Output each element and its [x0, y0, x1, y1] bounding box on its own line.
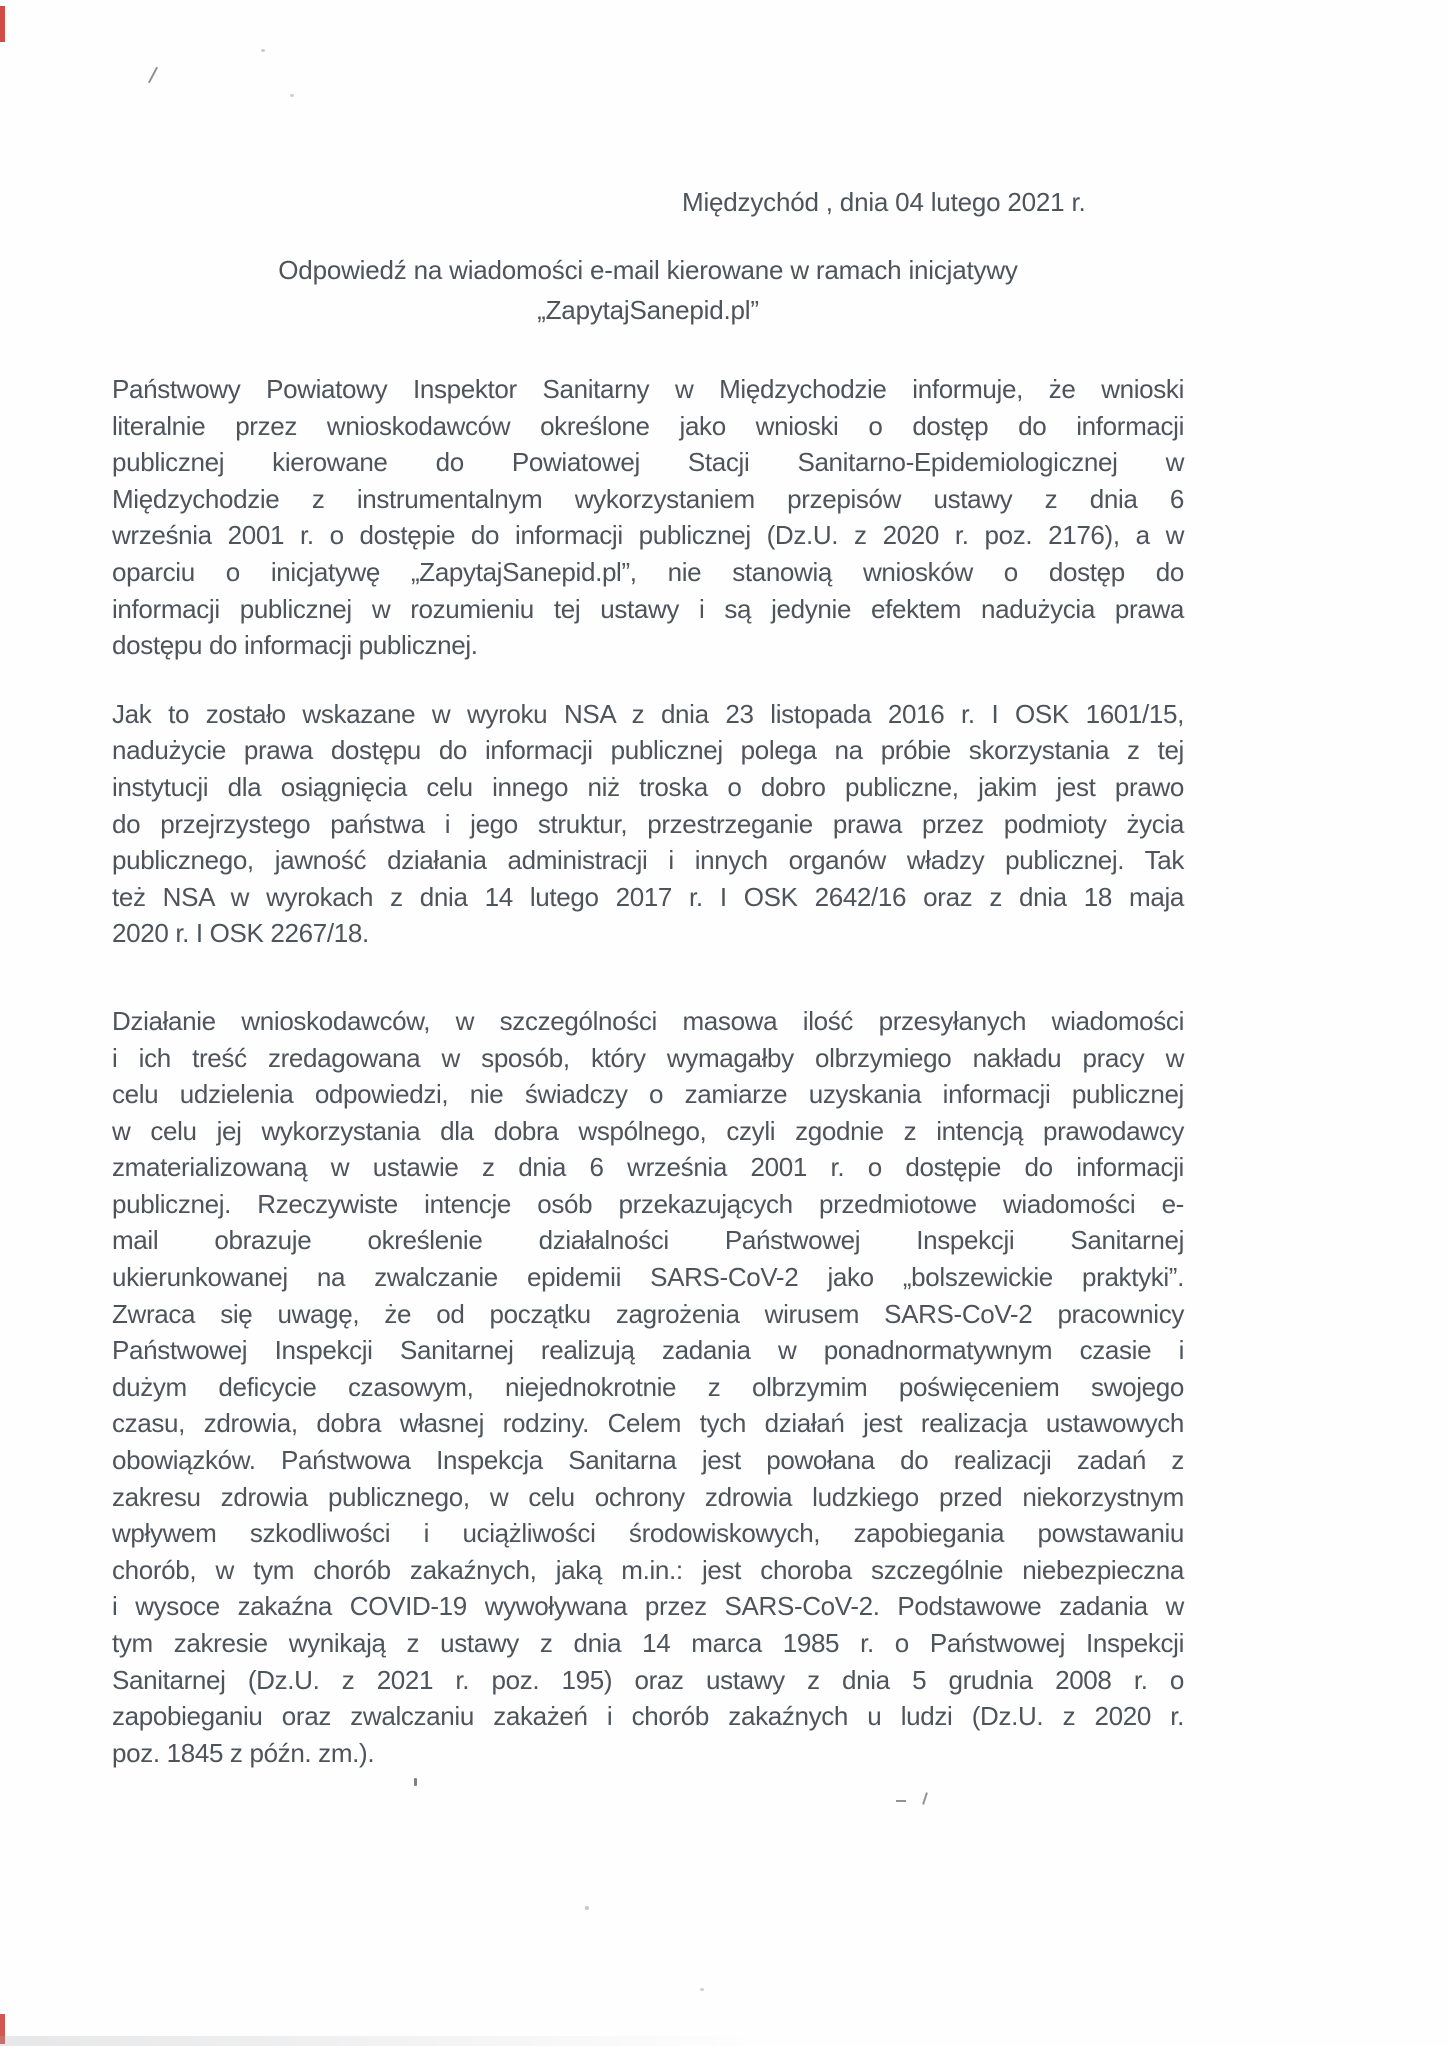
text-line: informacji publicznej w rozumieniu tej ustawy i są jedynie efektem nadużycia prawa	[112, 593, 1184, 624]
text-line: też NSA w wyrokach z dnia 14 lutego 2017 r. I OSK 2642/16 oraz z dnia 18 maja	[112, 881, 1184, 912]
text-line: w celu jej wykorzystania dla dobra wspólnego, czyli zgodnie z intencją prawodawcy	[112, 1115, 1184, 1146]
scan-dash-artifact	[896, 1800, 906, 1802]
text-line: poz. 1845 z późn. zm.).	[112, 1737, 375, 1768]
text-line: publicznej. Rzeczywiste intencje osób przekazujących przedmiotowe wiadomości e-	[112, 1188, 1184, 1219]
date-block	[112, 184, 1184, 221]
text-line: zakresu zdrowia publicznego, w celu ochrony zdrowia ludzkiego przed niekorzystnym	[112, 1481, 1184, 1512]
scan-edge-shadow	[0, 2036, 760, 2046]
text-line: wpływem szkodliwości i uciążliwości środowiskowych, zapobiegania powstawaniu	[112, 1518, 1184, 1549]
text-line: dostępu do informacji publicznej.	[112, 630, 478, 661]
text-line: Jak to zostało wskazane w wyroku NSA z dnia 23 listopada 2016 r. I OSK 1601/15,	[112, 698, 1184, 729]
dateline: Międzychód , dnia 04 lutego 2021 r.	[682, 187, 1086, 217]
text-line: instytucji dla osiągnięcia celu innego niż troska o dobro publiczne, jakim jest prawo	[112, 771, 1184, 802]
text-line: „ZapytajSanepid.pl”	[537, 295, 759, 325]
text-line: i ich treść zredagowana w sposób, który wymagałby olbrzymiego nakładu pracy w	[112, 1042, 1184, 1073]
scan-tick-artifact	[922, 1792, 928, 1805]
text-line: publicznej kierowane do Powiatowej Stacji Sanitarno-Epidemiologicznej w	[112, 447, 1184, 478]
text-line: publicznego, jawność działania administracji i innych organów władzy publicznej. Tak	[112, 845, 1184, 876]
red-edge-mark-bottom	[0, 2014, 5, 2044]
text-line: i wysoce zakaźna COVID-19 wywoływana przez SARS-CoV-2. Podstawowe zadania w	[112, 1591, 1184, 1622]
text-line: tym zakresie wynikają z ustawy z dnia 14 marca 1985 r. o Państwowej Inspekcji	[112, 1628, 1184, 1658]
text-line: września 2001 r. o dostępie do informacji publicznej (Dz.U. z 2020 r. poz. 2176), a w	[112, 520, 1184, 551]
text-line: Państwowej Inspekcji Sanitarnej realizują zadania w ponadnormatywnym czasie i	[112, 1335, 1184, 1366]
text-line: ukierunkowanej na zwalczanie epidemii SARS-CoV-2 jako „bolszewickie praktyki”.	[112, 1262, 1184, 1293]
text-line: zapobieganiu oraz zwalczaniu zakażeń i chorób zakaźnych u ludzi (Dz.U. z 2020 r.	[112, 1701, 1184, 1732]
text-line: Państwowy Powiatowy Inspektor Sanitarny w Międzychodzie informuje, że wnioski	[112, 374, 1184, 404]
scan-speck	[700, 1988, 704, 1991]
text-line: chorób, w tym chorób zakaźnych, jaką m.in.: jest choroba szczególnie niebezpieczna	[112, 1554, 1184, 1585]
scan-comma-artifact	[414, 1778, 417, 1786]
text-line: oparciu o inicjatywę „ZapytajSanepid.pl”, nie stanowią wniosków o dostęp do	[112, 556, 1184, 587]
text-line: do przejrzystego państwa i jego struktur, przestrzeganie prawa przez podmioty życia	[112, 808, 1184, 839]
text-line: celu udzielenia odpowiedzi, nie świadczy o zamiarze uzyskania informacji publicznej	[112, 1079, 1184, 1110]
text-line: zmaterializowaną w ustawie z dnia 6 września 2001 r. o dostępie do informacji	[112, 1152, 1184, 1183]
text-line: czasu, zdrowia, dobra własnej rodziny. Celem tych działań jest realizacja ustawowych	[112, 1408, 1184, 1439]
text-line: dużym deficycie czasowym, niejednokrotnie z olbrzymim poświęceniem swojego	[112, 1371, 1184, 1402]
scan-speck	[585, 1906, 589, 1910]
paragraph-1	[112, 371, 1184, 664]
text-line: mail obrazuje określenie działalności Państwowej Inspekcji Sanitarnej	[112, 1225, 1184, 1256]
text-line: obowiązków. Państwowa Inspekcja Sanitarna jest powołana do realizacji zadań z	[112, 1445, 1184, 1476]
text-line: Sanitarnej (Dz.U. z 2021 r. poz. 195) oraz ustawy z dnia 5 grudnia 2008 r. o	[112, 1664, 1184, 1695]
text-line: nadużycie prawa dostępu do informacji publicznej polega na próbie skorzystania z tej	[112, 735, 1184, 766]
text-line: Odpowiedź na wiadomości e-mail kierowane w ramach inicjatywy	[278, 255, 1018, 285]
text-line: literalnie przez wnioskodawców określone jako wnioski o dostęp do informacji	[112, 410, 1184, 441]
red-edge-mark-top	[0, 6, 5, 42]
paragraph-3	[112, 1003, 1184, 1771]
text-line: 2020 r. I OSK 2267/18.	[112, 918, 369, 949]
text-line: Zwraca się uwagę, że od początku zagrożenia wirusem SARS-CoV-2 pracownicy	[112, 1298, 1184, 1329]
letter-title	[112, 250, 1184, 330]
text-line: Działanie wnioskodawców, w szczególności masowa ilość przesyłanych wiadomości	[112, 1005, 1184, 1036]
scanned-letter-page	[112, 0, 1184, 1771]
text-line: Międzychodzie z instrumentalnym wykorzystaniem przepisów ustawy z dnia 6	[112, 483, 1184, 514]
paragraph-2	[112, 696, 1184, 952]
